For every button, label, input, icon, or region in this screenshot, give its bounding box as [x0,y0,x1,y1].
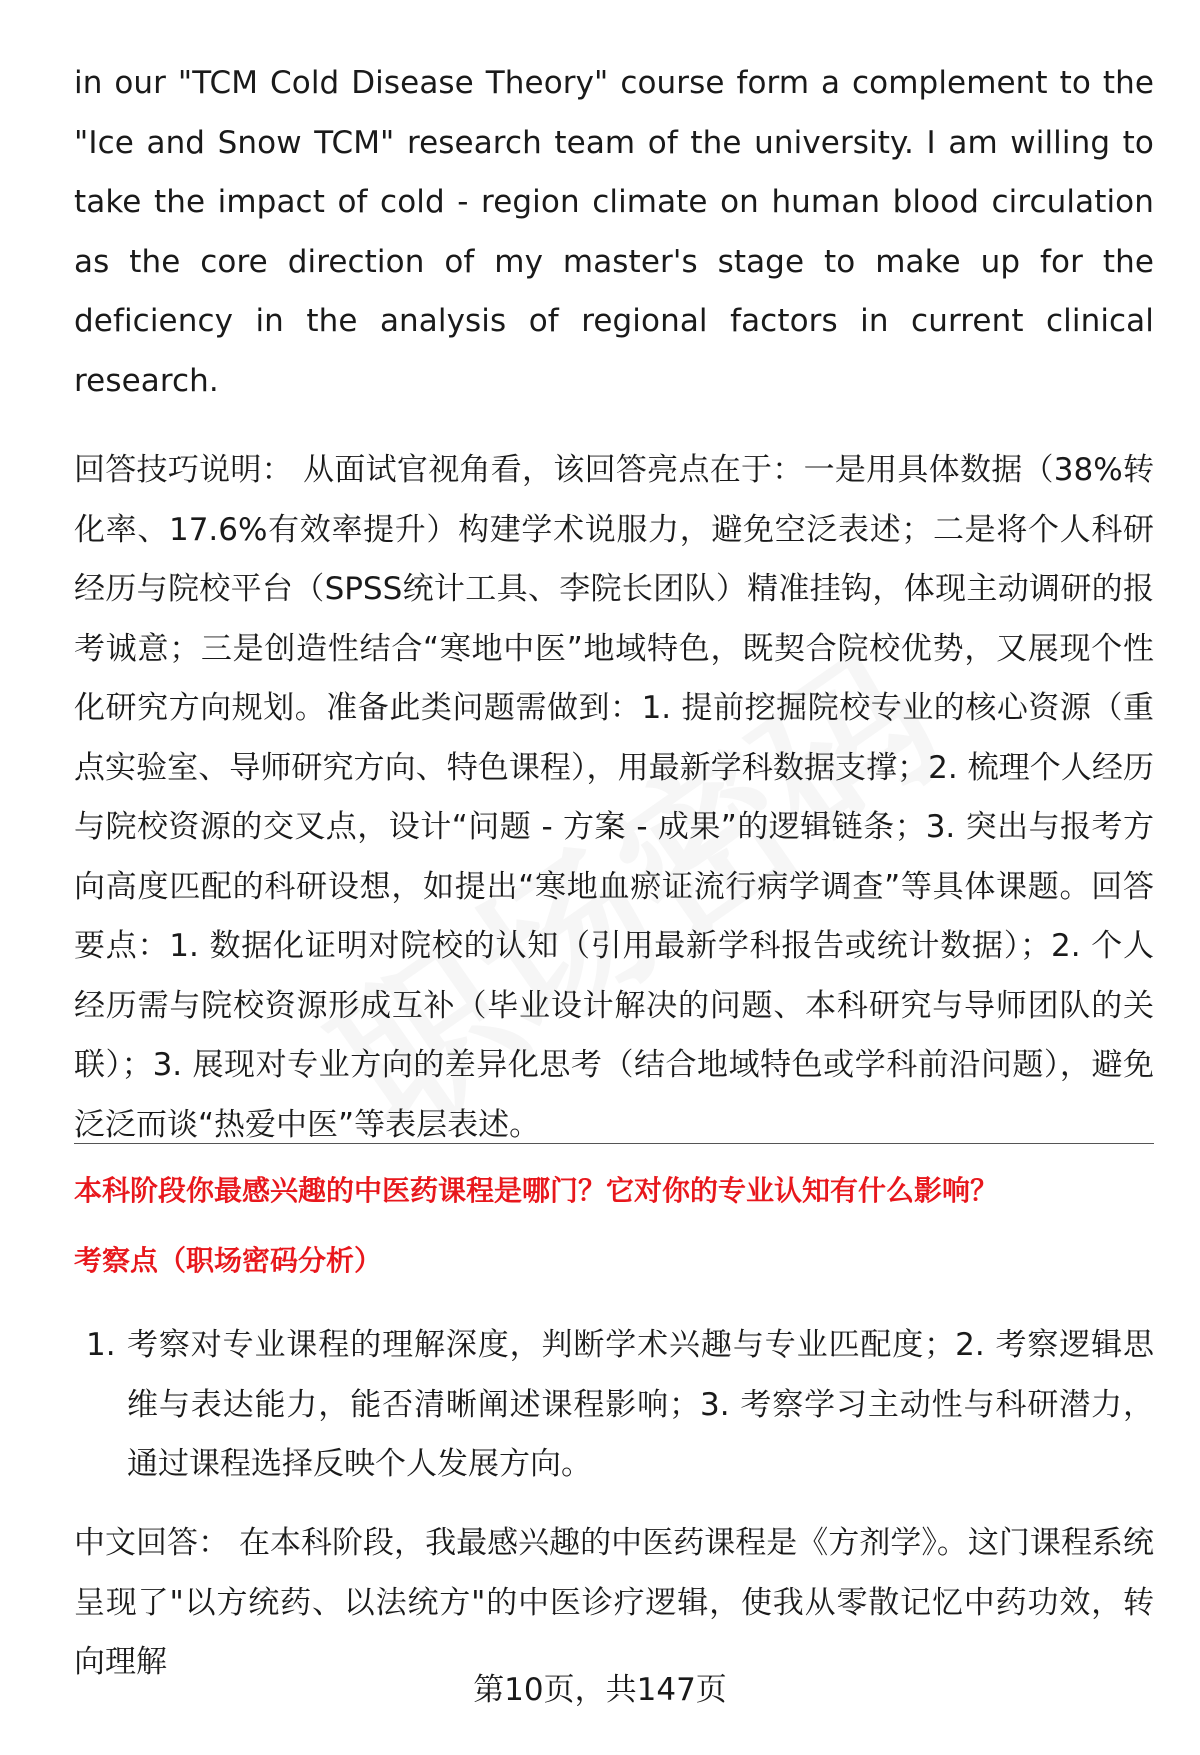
question-title: 本科阶段你最感兴趣的中医药课程是哪门？它对你的专业认知有什么影响？ [74,1174,999,1207]
answer-paragraph: 中文回答： 在本科阶段，我最感兴趣的中医药课程是《方剂学》。这门课程系统呈现了"以方统药、以法统方"的中医诊疗逻辑，使我从零散记忆中药功效，转向理解 [74,1525,1154,1680]
english-paragraph: in our "TCM Cold Disease Theory" course form a complement to the "Ice and Snow TCM" research team of the university. I am willing to take the impact of cold - region climate on human blood circulation as the core direction of my master's stage to make up for the deficiency in the analysis of regional factors in current clinical research. [74,65,1154,399]
tips-paragraph: 回答技巧说明： 从面试官视角看，该回答亮点在于：一是用具体数据（38%转化率、17.6%有效率提升）构建学术说服力，避免空泛表述；二是将个人科研经历与院校平台（SPSS统计工具、李院长团队）精准挂钩，体现主动调研的报考诚意；三是创造性结合“寒地中医”地域特色，既契合院校优势，又展现个性化研究方向规划。准备此类问题需做到：1. 提前挖掘院校专业的核心资源（重点实验室、导师研究方向、特色课程），用最新学科数据支撑；2. 梳理个人经历与院校资源的交叉点，设计“问题 - 方案 - 成果”的逻辑链条；3. 突出与报考方向高度匹配的科研设想，如提出“寒地血瘀证流行病学调查”等具体课题。回答要点：1. 数据化证明对院校的认知（引用最新学科报告或统计数据）；2. 个人经历需与院校资源形成互补（毕业设计解决的问题、本科研究与导师团队的关联）；3. 展现对专业方向的差异化思考（结合地域特色或学科前沿问题），避免泛泛而谈“热爱中医”等表层表述。 [74,452,1154,1143]
page-footer: 第10页，共147页 [473,1672,727,1708]
page-content [74,54,1154,1155]
list-item-text: 考察对专业课程的理解深度，判断学术兴趣与专业匹配度；2. 考察逻辑思维与表达能力，能否清晰阐述课程影响；3. 考察学习主动性与科研潜力，通过课程选择反映个人发展方向。 [127,1327,1154,1482]
answer-section [74,1514,1154,1693]
question-subtitle: 考察点（职场密码分析） [74,1244,383,1277]
list-item [74,1316,1154,1495]
list-item-number: 1. [86,1327,116,1363]
section-divider [74,1143,1154,1144]
